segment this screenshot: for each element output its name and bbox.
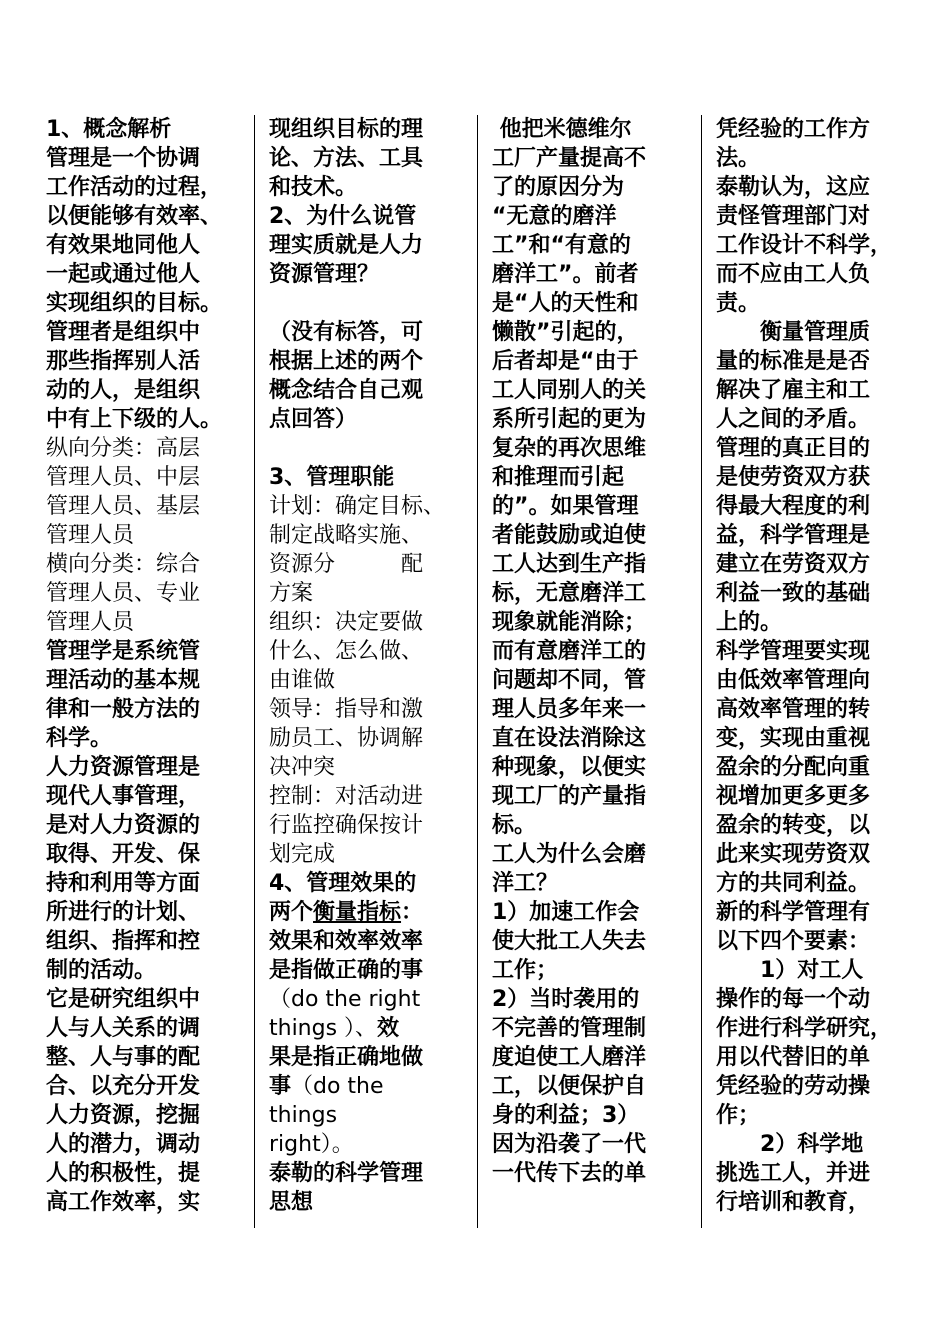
text-line: 和技术。	[269, 175, 358, 200]
text-line: 资源管理？	[269, 262, 380, 287]
text-line: 中有上下级的人。	[46, 407, 223, 432]
text-line	[269, 434, 467, 463]
text-line: 励员工、协调解	[269, 726, 424, 751]
text-line: 人与人关系的调	[46, 1016, 201, 1041]
text-line: 根据上述的两个	[269, 349, 424, 374]
text-line: 人力资源管理是	[46, 755, 201, 780]
text-line: 人之间的矛盾。	[716, 407, 871, 432]
text-line: 和推理而引起	[492, 465, 625, 490]
text-line: 益，科学管理是	[716, 523, 871, 548]
text-line: 现组织目标的理	[269, 117, 424, 142]
text-line: 工人同别人的关	[492, 378, 647, 403]
text-line: 理活动的基本规	[46, 668, 201, 693]
text-line: 标，无意磨洋工	[492, 581, 647, 606]
text-line: 4、管理效果的	[269, 871, 417, 896]
text-line: 现工厂的产量指	[492, 784, 647, 809]
text-line: 有效果地同他人	[46, 233, 201, 258]
text-line: 思想	[269, 1190, 314, 1215]
text-line: 以下四个要素：	[716, 929, 871, 954]
text-line: （do the right	[269, 987, 421, 1012]
text-line: 工”和“有意的	[492, 233, 631, 258]
text-line: 组织：决定要做	[269, 610, 424, 635]
text-fragment: ：	[401, 900, 424, 925]
text-line: 新的科学管理有	[716, 900, 871, 925]
text-line: 管理人员、专业	[46, 581, 201, 606]
text-line: 取得、开发、保	[46, 842, 201, 867]
text-line: 责怪管理部门对	[716, 204, 871, 229]
text-line: right）。	[269, 1132, 354, 1157]
text-line	[269, 898, 467, 927]
text-line: 是指做正确的事	[269, 958, 424, 983]
text-line: 工作；	[492, 958, 559, 983]
text-line: 计划：确定目标、	[269, 494, 446, 519]
text-line: 不完善的管理制	[492, 1016, 647, 1041]
text-line: 由谁做	[269, 668, 336, 693]
text-line: 2）当时袭用的	[492, 987, 640, 1012]
text-line: 实现组织的目标。	[46, 291, 223, 316]
text-line: 律和一般方法的	[46, 697, 201, 722]
text-line	[269, 1072, 467, 1101]
text-line: 管理学是系统管	[46, 639, 201, 664]
text-line: 视增加更多更多	[716, 784, 871, 809]
text-line: 划完成	[269, 842, 336, 867]
text-line: 而不应由工人负	[716, 262, 871, 287]
text-line: 1、概念解析	[46, 117, 172, 142]
text-line: 种现象，以便实	[492, 755, 647, 780]
text-line: 责。	[716, 291, 761, 316]
text-line: 理实质就是人力	[269, 233, 424, 258]
text-line: 他把米德维尔	[492, 117, 632, 142]
text-line: 管理人员、中层	[46, 465, 201, 490]
text-line: “无意的磨洋	[492, 204, 617, 229]
text-line: 用以代替旧的单	[716, 1045, 871, 1070]
text-line: 洋工？	[492, 871, 559, 896]
text-line: 衡量管理质	[716, 320, 871, 345]
text-line: 度迫使工人磨洋	[492, 1045, 647, 1070]
text-column-3	[492, 115, 692, 1225]
text-line: 方案	[269, 581, 314, 606]
text-line: 是对人力资源的	[46, 813, 201, 838]
text-line: 身的利益；3）	[492, 1103, 640, 1128]
text-line: 凭经验的劳动操	[716, 1074, 871, 1099]
text-line: 是“人的天性和	[492, 291, 639, 316]
text-line: 此来实现劳资双	[716, 842, 871, 867]
text-line: 现象就能消除；	[492, 610, 647, 635]
text-line: 决冲突	[269, 755, 336, 780]
text-line: 盈余的转变，以	[716, 813, 871, 838]
text-fragment: 效	[377, 1016, 400, 1041]
column-divider-3	[701, 115, 702, 1228]
text-line: 泰勒的科学管理	[269, 1161, 424, 1186]
text-line: 作；	[716, 1103, 761, 1128]
text-fragment: things ）、	[269, 1016, 378, 1041]
text-line: things	[269, 1103, 338, 1128]
text-line: 领导：指导和激	[269, 697, 424, 722]
text-line: 管理人员	[46, 523, 135, 548]
text-line: 点回答）	[269, 407, 358, 432]
text-line: 而有意磨洋工的	[492, 639, 647, 664]
text-line: 由低效率管理向	[716, 668, 871, 693]
text-line: 2、为什么说管	[269, 204, 417, 229]
text-line: 持和利用等方面	[46, 871, 201, 896]
text-line: 操作的每一个动	[716, 987, 871, 1012]
text-line: 管理人员、基层	[46, 494, 201, 519]
text-line: 盈余的分配向重	[716, 755, 871, 780]
text-line: 资源分 配	[269, 552, 424, 577]
text-line: 是使劳资双方获	[716, 465, 871, 490]
text-line: 使大批工人失去	[492, 929, 647, 954]
text-line: 管理是一个协调	[46, 146, 201, 171]
text-line: 变，实现由重视	[716, 726, 871, 751]
text-line: 一起或通过他人	[46, 262, 201, 287]
text-line: 2）科学地	[716, 1132, 864, 1157]
text-line: 高效率管理的转	[716, 697, 871, 722]
text-line: 因为沿袭了一代	[492, 1132, 647, 1157]
text-line: 工人达到生产指	[492, 552, 647, 577]
text-fragment: （do the	[291, 1074, 384, 1099]
text-line: （没有标答，可	[269, 320, 424, 345]
text-line: 制的活动。	[46, 958, 157, 983]
text-line: 问题却不同，管	[492, 668, 647, 693]
text-line: 控制：对活动进	[269, 784, 424, 809]
text-line: 科学。	[46, 726, 113, 751]
text-line: 懒散”引起的，	[492, 320, 639, 345]
text-line: 管理的真正目的	[716, 436, 871, 461]
text-line: 纵向分类：高层	[46, 436, 201, 461]
text-line: 1）加速工作会	[492, 900, 640, 925]
text-line: 动的人，是组织	[46, 378, 201, 403]
text-line: 组织、指挥和控	[46, 929, 201, 954]
text-line: 人力资源，挖掘	[46, 1103, 201, 1128]
text-line: 人的潜力，调动	[46, 1132, 201, 1157]
text-line: 建立在劳资双方	[716, 552, 871, 577]
text-line: 效果和效率效率	[269, 929, 424, 954]
text-line: 利益一致的基础	[716, 581, 871, 606]
text-line: 了的原因分为	[492, 175, 625, 200]
text-line: 3、管理职能	[269, 465, 395, 490]
text-line: 1）对工人	[716, 958, 864, 983]
text-line: 工厂产量提高不	[492, 146, 647, 171]
text-line: 工作设计不科学，	[716, 233, 893, 258]
text-fragment: 事	[269, 1074, 292, 1099]
text-line: 高工作效率，实	[46, 1190, 201, 1215]
text-line: 横向分类：综合	[46, 552, 201, 577]
text-column-1	[46, 115, 246, 1225]
text-line	[269, 289, 467, 318]
text-line: 合、以充分开发	[46, 1074, 201, 1099]
text-line: 所进行的计划、	[46, 900, 201, 925]
text-line: 科学管理要实现	[716, 639, 871, 664]
text-line: 制定战略实施、	[269, 523, 424, 548]
text-line: 管理者是组织中	[46, 320, 201, 345]
text-line: 磨洋工”。前者	[492, 262, 639, 287]
text-line: 法。	[716, 146, 761, 171]
text-line: 凭经验的工作方	[716, 117, 871, 142]
text-line: 理人员多年来一	[492, 697, 647, 722]
text-line: 作进行科学研究，	[716, 1016, 893, 1041]
text-line: 工，以便保护自	[492, 1074, 647, 1099]
text-line: 行监控确保按计	[269, 813, 424, 838]
text-line: 概念结合自己观	[269, 378, 424, 403]
text-line: 工人为什么会磨	[492, 842, 647, 867]
text-line: 的”。如果管理	[492, 494, 639, 519]
text-line: 现代人事管理，	[46, 784, 201, 809]
text-fragment: 两个	[269, 900, 314, 925]
text-line: 得最大程度的利	[716, 494, 871, 519]
text-line	[269, 1014, 467, 1043]
text-line: 管理人员	[46, 610, 135, 635]
column-divider-1	[254, 115, 255, 1228]
text-line: 论、方法、工具	[269, 146, 424, 171]
text-line: 工作活动的过程，	[46, 175, 223, 200]
text-line: 解决了雇主和工	[716, 378, 871, 403]
text-line: 行培训和教育，	[716, 1190, 871, 1215]
text-line: 人的积极性，提	[46, 1161, 201, 1186]
text-line: 挑选工人，并进	[716, 1161, 871, 1186]
column-divider-2	[477, 115, 478, 1228]
text-line: 后者却是“由于	[492, 349, 639, 374]
text-line: 那些指挥别人活	[46, 349, 201, 374]
text-column-2	[269, 115, 467, 1225]
text-line: 方的共同利益。	[716, 871, 871, 896]
text-column-4	[716, 115, 916, 1225]
text-line: 系所引起的更为	[492, 407, 647, 432]
text-line: 泰勒认为，这应	[716, 175, 871, 200]
text-line: 复杂的再次思维	[492, 436, 647, 461]
text-line: 量的标准是是否	[716, 349, 871, 374]
text-line: 果是指正确地做	[269, 1045, 424, 1070]
text-line: 者能鼓励或迫使	[492, 523, 647, 548]
text-line: 整、人与事的配	[46, 1045, 201, 1070]
text-line: 上的。	[716, 610, 783, 635]
text-fragment: 衡量指标	[313, 900, 402, 925]
text-line: 以便能够有效率、	[46, 204, 223, 229]
text-line: 直在设法消除这	[492, 726, 647, 751]
text-line: 它是研究组织中	[46, 987, 201, 1012]
text-line: 一代传下去的单	[492, 1161, 647, 1186]
text-line: 什么、怎么做、	[269, 639, 424, 664]
text-line: 标。	[492, 813, 537, 838]
